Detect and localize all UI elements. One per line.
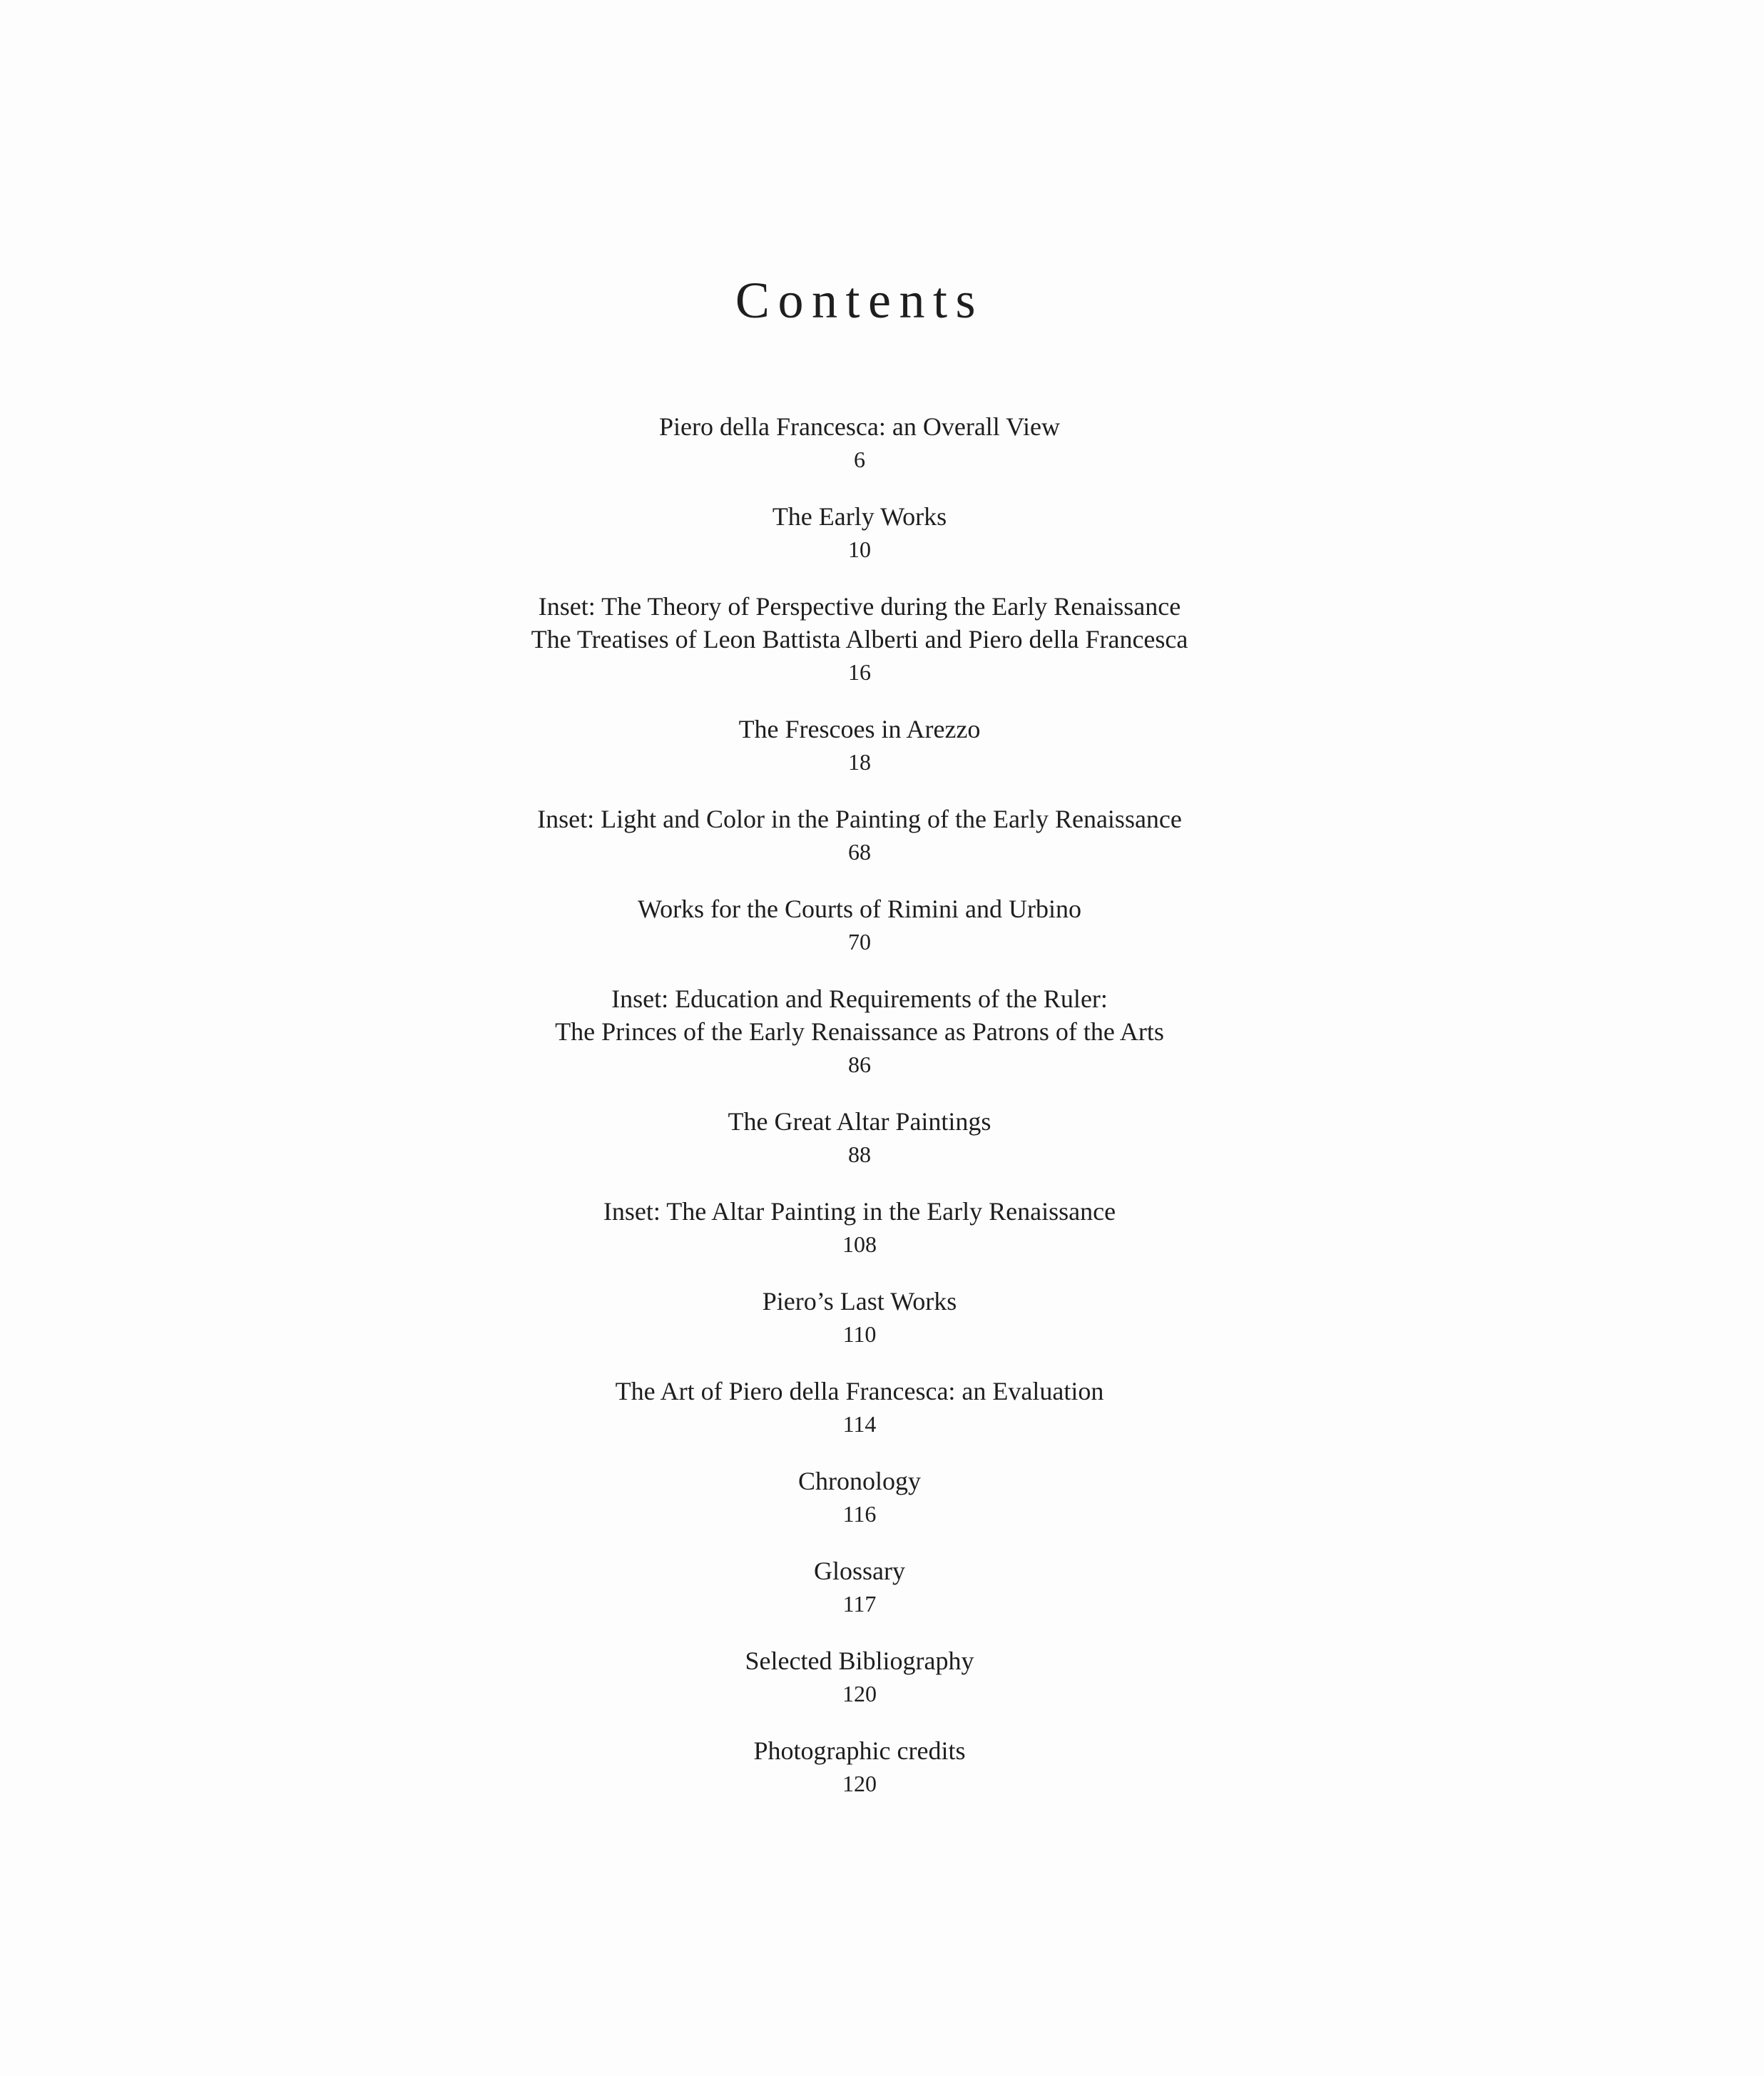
toc-entry-page-number: 108 (842, 1231, 877, 1257)
toc-entry (0, 1375, 1719, 1440)
toc-entry-title: Works for the Courts of Rimini and Urbino (637, 895, 1082, 923)
toc-entry-page-number: 18 (848, 749, 871, 775)
toc-entry-page-number: 120 (842, 1771, 877, 1796)
toc-entry-title: The Princes of the Early Renaissance as Patrons of the Arts (555, 1017, 1164, 1046)
toc-entry (0, 1465, 1719, 1530)
toc-entry-page-number: 88 (848, 1141, 871, 1167)
page-title: Contents (735, 272, 984, 329)
toc-entry-title: The Frescoes in Arezzo (738, 715, 981, 743)
toc-entry-page-number: 114 (842, 1411, 877, 1437)
toc-entry-title: The Early Works (772, 502, 947, 531)
toc-entry-title: The Treatises of Leon Battista Alberti and Piero della Francesca (531, 625, 1188, 653)
toc-entry-page-number: 117 (842, 1591, 877, 1617)
toc-entry-page-number: 120 (842, 1681, 877, 1706)
toc-entry-title: The Art of Piero della Francesca: an Evaluation (615, 1377, 1104, 1405)
table-of-contents (0, 410, 1719, 1824)
toc-entry-page-number: 16 (848, 659, 871, 685)
toc-entry (0, 1644, 1719, 1710)
toc-entry (0, 892, 1719, 958)
toc-entry-page-number: 86 (848, 1052, 871, 1077)
toc-entry (0, 982, 1719, 1081)
toc-entry-title: The Great Altar Paintings (728, 1107, 991, 1136)
toc-entry (0, 803, 1719, 868)
toc-entry-page-number: 70 (848, 929, 871, 955)
toc-entry-title: Inset: The Theory of Perspective during the Early Renaissance (538, 592, 1181, 621)
toc-entry (0, 1555, 1719, 1620)
toc-entry (0, 1285, 1719, 1350)
toc-entry-title: Inset: The Altar Painting in the Early Renaissance (603, 1197, 1116, 1226)
toc-entry (0, 590, 1719, 688)
toc-entry-title: Inset: Light and Color in the Painting of the Early Renaissance (537, 805, 1182, 833)
toc-entry (0, 713, 1719, 778)
toc-entry (0, 1105, 1719, 1171)
toc-entry-page-number: 6 (854, 447, 865, 472)
toc-entry-title: Piero della Francesca: an Overall View (659, 412, 1060, 441)
toc-entry-title: Glossary (814, 1557, 905, 1585)
toc-entry (0, 1734, 1719, 1800)
toc-entry-page-number: 68 (848, 839, 871, 865)
toc-entry (0, 1195, 1719, 1261)
toc-entry-page-number: 116 (842, 1501, 877, 1527)
toc-entry (0, 500, 1719, 566)
toc-entry-title: Selected Bibliography (745, 1647, 974, 1675)
toc-entry-title: Piero’s Last Works (762, 1287, 957, 1316)
toc-entry-page-number: 10 (848, 536, 871, 562)
toc-entry-title: Inset: Education and Requirements of the Ruler: (611, 984, 1108, 1013)
toc-entry-title: Photographic credits (753, 1736, 966, 1765)
toc-entry (0, 410, 1719, 476)
toc-entry-title: Chronology (797, 1467, 921, 1495)
toc-entry-page-number: 110 (842, 1321, 877, 1347)
